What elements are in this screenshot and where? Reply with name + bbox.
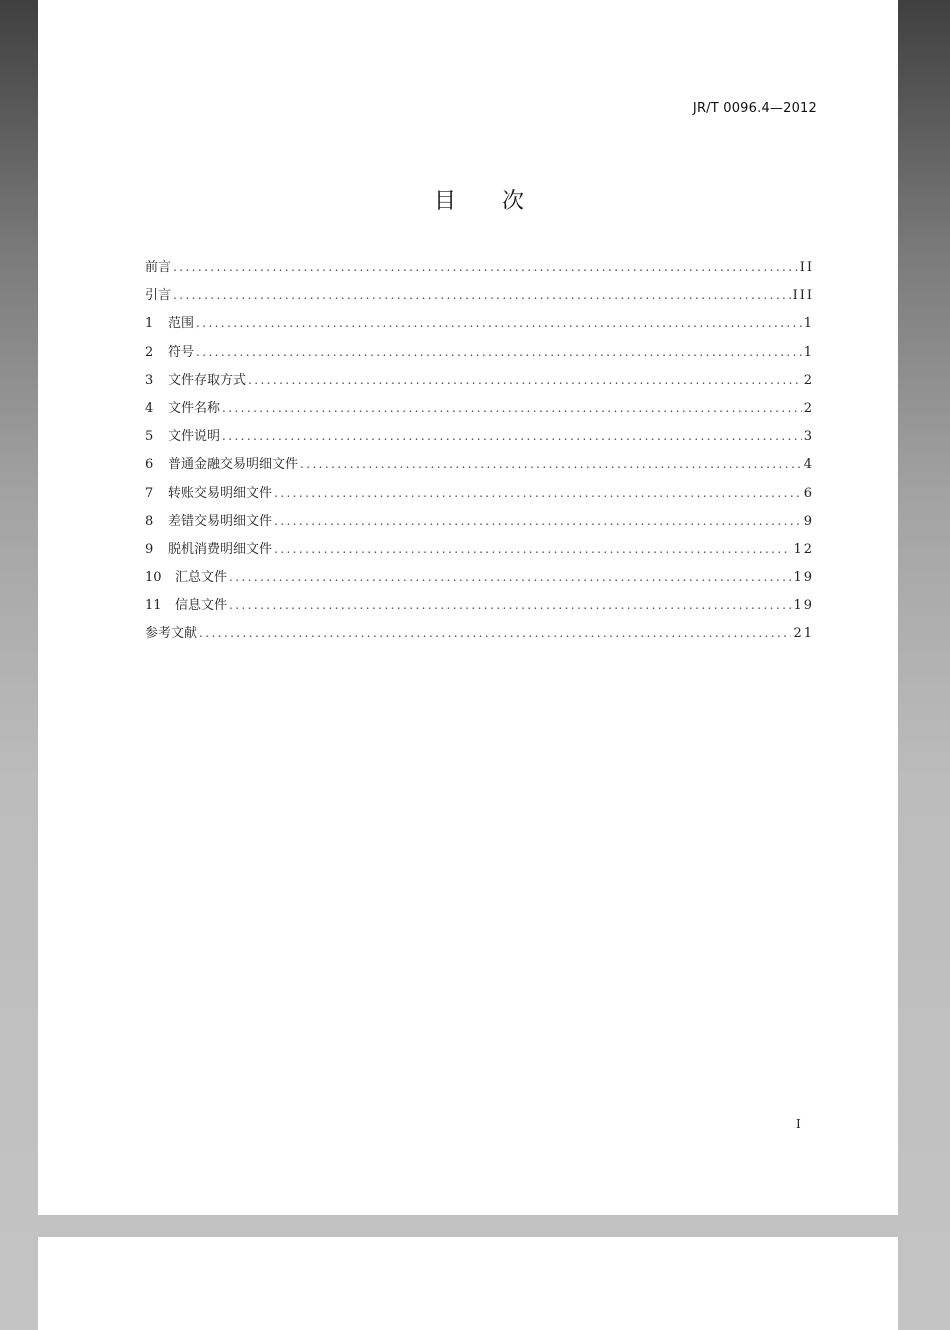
toc-entry-number: 7 — [145, 485, 154, 501]
toc-entry-page: 4 — [803, 457, 814, 473]
toc-entry-label: 转账交易明细文件 — [168, 485, 273, 501]
toc-entry-number: 4 — [145, 400, 154, 416]
toc-entry[interactable] — [145, 453, 814, 481]
toc-entry-label: 脱机消费明细文件 — [168, 541, 273, 557]
toc-entry-number: 1 — [145, 316, 154, 332]
toc-entry-number: 11 — [145, 598, 162, 614]
toc-entry[interactable] — [145, 425, 814, 453]
toc-entry-page: 3 — [803, 429, 814, 445]
toc-dot-leader — [173, 260, 798, 274]
toc-entry-page: II — [799, 260, 814, 275]
toc-dot-leader — [196, 345, 802, 359]
toc-entry-page: 9 — [803, 513, 814, 529]
toc-dot-leader — [274, 486, 802, 500]
toc-entry-label: 文件名称 — [168, 400, 221, 416]
toc-dot-leader — [248, 373, 802, 387]
toc-entry-label: 普通金融交易明细文件 — [168, 457, 299, 473]
toc-entry-label: 引言 — [145, 288, 172, 304]
toc-entry-label: 参考文献 — [145, 626, 198, 642]
toc-entry[interactable] — [145, 284, 814, 312]
toc-entry[interactable] — [145, 312, 814, 340]
toc-entry[interactable] — [145, 341, 814, 369]
toc-entry-page: 19 — [793, 570, 814, 586]
toc-entry[interactable] — [145, 566, 814, 594]
toc-entry-page: 6 — [803, 485, 814, 501]
toc-dot-leader — [274, 514, 802, 528]
next-document-page — [38, 1237, 898, 1330]
toc-entry-number: 3 — [145, 372, 154, 388]
toc-entry-label: 符号 — [168, 344, 195, 360]
toc-dot-leader — [222, 401, 802, 415]
toc-entry-page: 19 — [793, 598, 814, 614]
toc-entry[interactable] — [145, 482, 814, 510]
table-of-contents — [145, 256, 814, 651]
toc-entry[interactable] — [145, 538, 814, 566]
toc-entry[interactable] — [145, 369, 814, 397]
toc-entry[interactable] — [145, 594, 814, 622]
toc-entry-number: 2 — [145, 344, 154, 360]
toc-entry-page: 2 — [803, 400, 814, 416]
toc-entry-label: 文件说明 — [168, 429, 221, 445]
toc-entry-label: 汇总文件 — [175, 570, 228, 586]
document-code: JR/T 0096.4—2012 — [692, 101, 817, 116]
toc-entry-number: 8 — [145, 513, 154, 529]
toc-entry-page: 2 — [803, 372, 814, 388]
toc-entry[interactable] — [145, 622, 814, 650]
toc-entry-page: 1 — [803, 344, 814, 360]
document-page — [38, 0, 898, 1215]
toc-entry-page: 21 — [793, 626, 814, 642]
toc-entry[interactable] — [145, 256, 814, 284]
toc-entry[interactable] — [145, 397, 814, 425]
toc-dot-leader — [274, 542, 791, 556]
page-number: I — [796, 1117, 801, 1131]
toc-entry-label: 文件存取方式 — [168, 372, 247, 388]
toc-entry-number: 10 — [145, 570, 162, 586]
toc-entry-page: 12 — [793, 541, 814, 557]
toc-entry-number: 9 — [145, 541, 154, 557]
page-title: 目次 — [434, 189, 571, 214]
toc-entry-label: 差错交易明细文件 — [168, 513, 273, 529]
toc-dot-leader — [196, 316, 802, 330]
toc-dot-leader — [229, 570, 791, 584]
toc-entry-number: 6 — [145, 457, 154, 473]
toc-dot-leader — [229, 598, 791, 612]
toc-entry-page: III — [792, 288, 814, 304]
toc-dot-leader — [199, 626, 791, 640]
toc-entry-label: 范围 — [168, 316, 195, 332]
toc-dot-leader — [222, 429, 802, 443]
toc-entry[interactable] — [145, 510, 814, 538]
toc-dot-leader — [300, 457, 802, 471]
toc-entry-label: 信息文件 — [175, 598, 228, 614]
toc-dot-leader — [173, 288, 791, 302]
toc-entry-page: 1 — [803, 316, 814, 332]
toc-entry-label: 前言 — [145, 260, 172, 275]
toc-entry-number: 5 — [145, 429, 154, 445]
